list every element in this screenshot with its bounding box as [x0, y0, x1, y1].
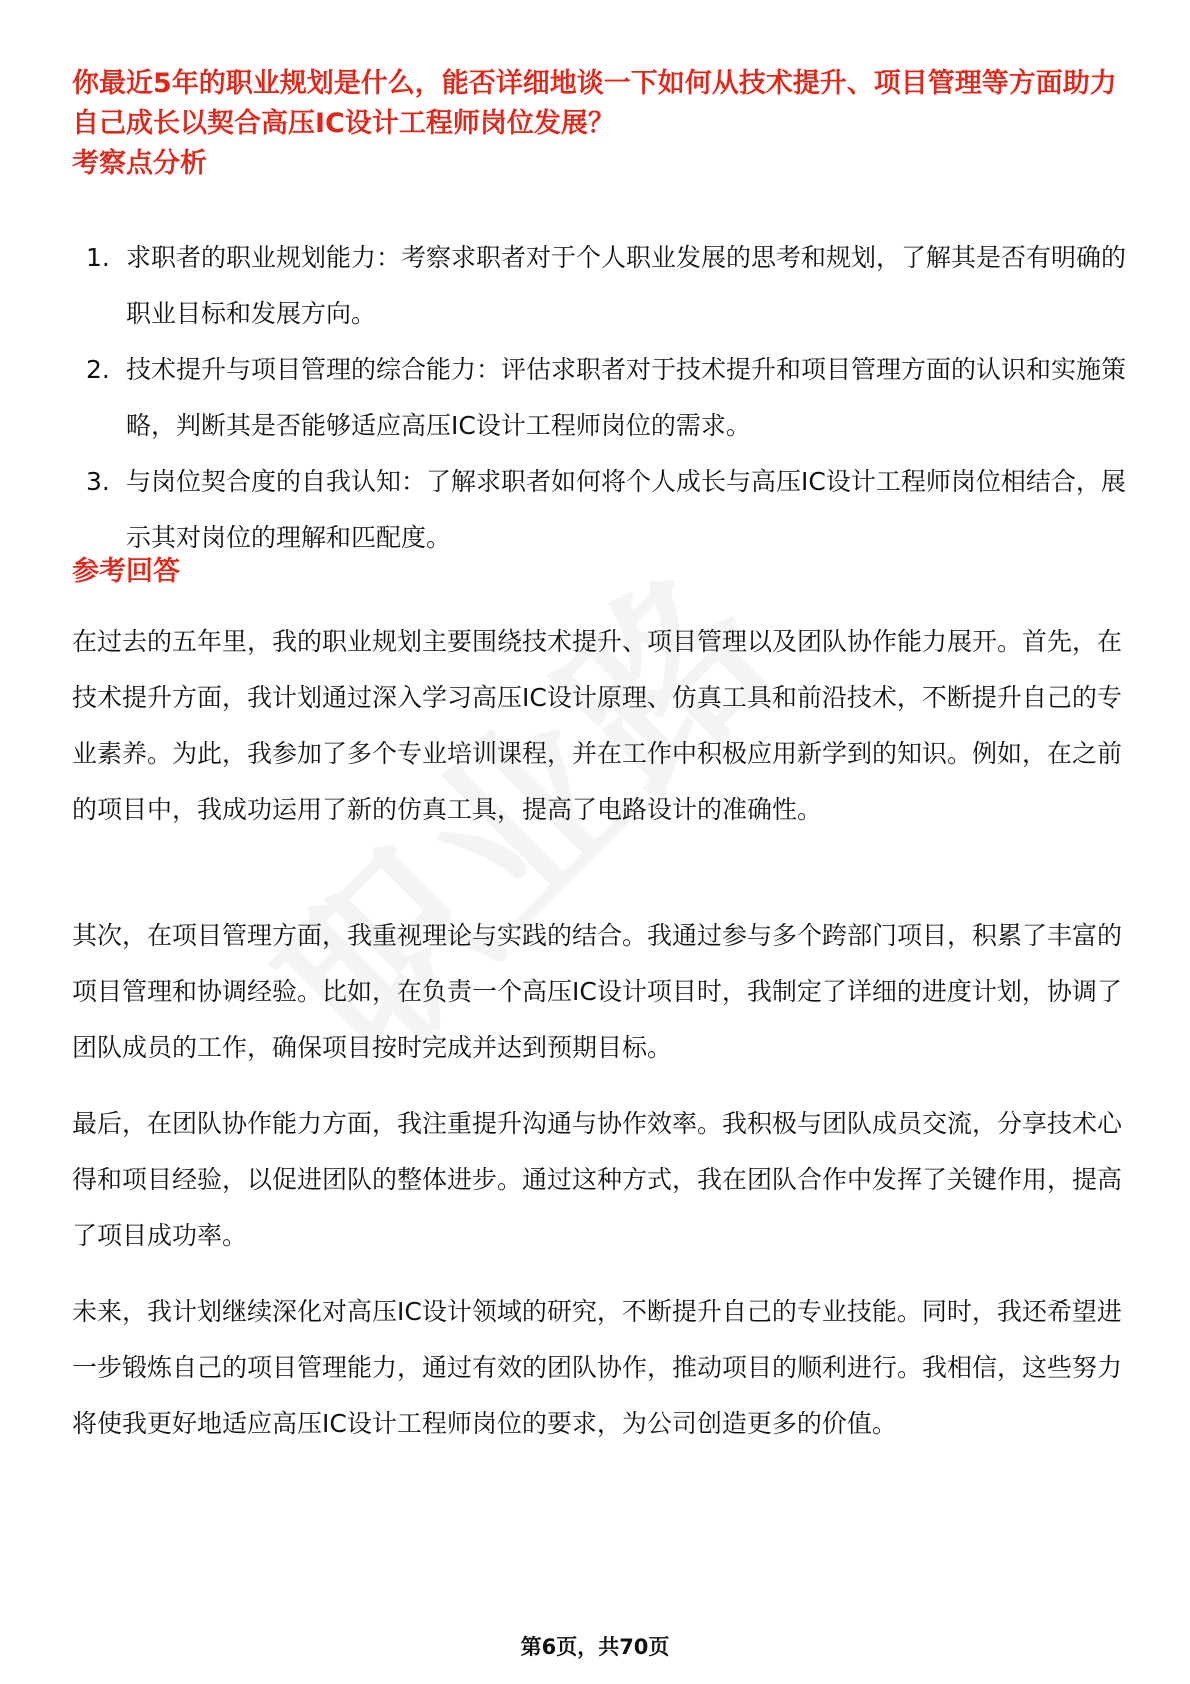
analysis-item: [86, 230, 1126, 342]
answer-paragraph: 未来，我计划继续深化对高压IC设计领域的研究，不断提升自己的专业技能。同时，我还希望进一步锻炼自己的项目管理能力，通过有效的团队协作，推动项目的顺利进行。我相信，这些努力将使我更好地适应高压IC设计工程师岗位的要求，为公司创造更多的价值。: [72, 1297, 1123, 1438]
page-footer: 第6页，共70页: [520, 1635, 670, 1659]
item-number: 2.: [86, 355, 110, 384]
answer-paragraph: 其次，在项目管理方面，我重视理论与实践的结合。我通过参与多个跨部门项目，积累了丰富的项目管理和协调经验。比如，在负责一个高压IC设计项目时，我制定了详细的进度计划，协调了团队成员的工作，确保项目按时完成并达到预期目标。: [72, 921, 1123, 1062]
item-number: 1.: [86, 243, 110, 272]
reference-heading: 参考回答: [72, 556, 180, 587]
item-number: 3.: [86, 467, 110, 496]
analysis-item: [86, 342, 1126, 454]
analysis-list: [86, 230, 1126, 566]
question-title: 你最近5年的职业规划是什么，能否详细地谈一下如何从技术提升、项目管理等方面助力自己成长以契合高压IC设计工程师岗位发展？: [72, 68, 1117, 139]
answer-paragraph: 在过去的五年里，我的职业规划主要围绕技术提升、项目管理以及团队协作能力展开。首先，在技术提升方面，我计划通过深入学习高压IC设计原理、仿真工具和前沿技术，不断提升自己的专业素养。为此，我参加了多个专业培训课程，并在工作中积极应用新学到的知识。例如，在之前的项目中，我成功运用了新的仿真工具，提高了电路设计的准确性。: [72, 627, 1123, 824]
analysis-item: [86, 454, 1126, 566]
item-text: 技术提升与项目管理的综合能力：评估求职者对于技术提升和项目管理方面的认识和实施策略，判断其是否能够适应高压IC设计工程师岗位的需求。: [126, 355, 1127, 440]
analysis-heading: 考察点分析: [72, 148, 207, 179]
item-text: 求职者的职业规划能力：考察求职者对于个人职业发展的思考和规划，了解其是否有明确的职业目标和发展方向。: [126, 243, 1127, 328]
answer-paragraph: 最后，在团队协作能力方面，我注重提升沟通与协作效率。我积极与团队成员交流，分享技术心得和项目经验，以促进团队的整体进步。通过这种方式，我在团队合作中发挥了关键作用，提高了项目成功率。: [72, 1109, 1123, 1250]
item-text: 与岗位契合度的自我认知：了解求职者如何将个人成长与高压IC设计工程师岗位相结合，展示其对岗位的理解和匹配度。: [126, 467, 1126, 552]
